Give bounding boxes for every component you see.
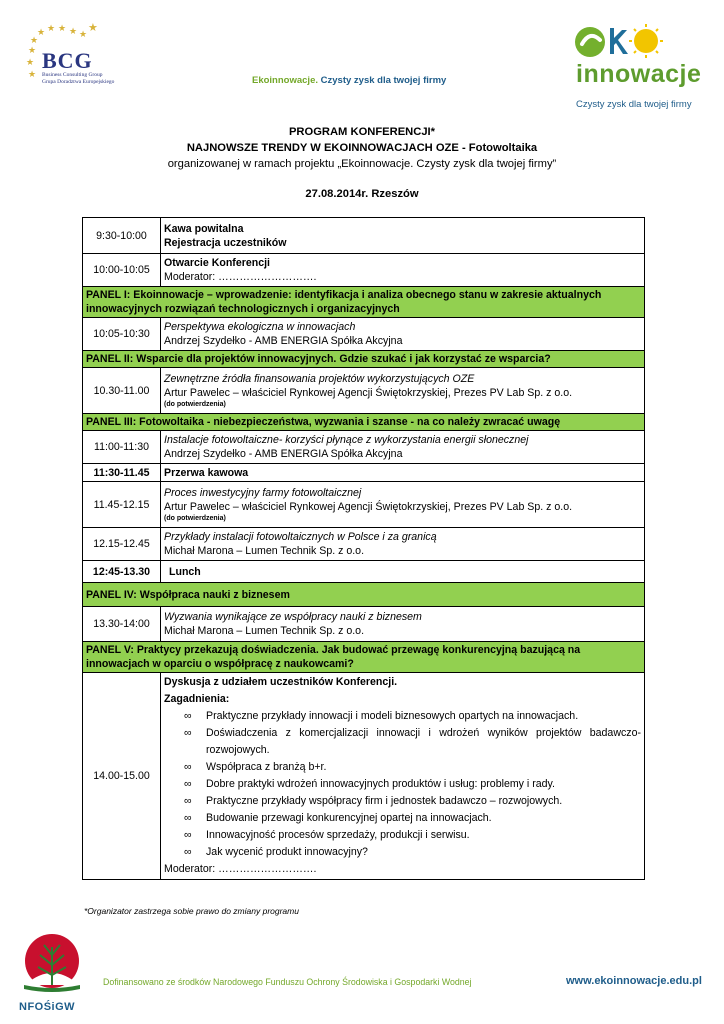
topic-text: Budowanie przewagi konkurencyjnej opartej na innowacjach. [206, 812, 492, 824]
table-row [83, 431, 645, 464]
star-icon: ★ [28, 45, 37, 55]
list-item [184, 759, 641, 776]
infinity-bullet-icon: ∞ [184, 829, 192, 841]
program-table [82, 217, 645, 880]
table-row [83, 528, 645, 561]
funding-note: Dofinansowano ze środków Narodowego Funduszu Ochrony Środowiska i Gospodarki Wodnej [103, 977, 472, 987]
panel-title: PANEL II: Wsparcie dla projektów innowacyjnych. Gdzie szukać i jak korzystać ze wsparcia? [83, 351, 645, 368]
session-cell [161, 218, 645, 254]
star-icon: ★ [69, 26, 78, 36]
conference-titles [0, 124, 724, 202]
session-cell [161, 482, 645, 528]
session-time: 11:00-11:30 [83, 431, 161, 464]
star-icon: ★ [37, 27, 46, 37]
session-cell [161, 607, 645, 642]
topic-text: Innowacyjność procesów sprzedaży, produkcji i serwisu. [206, 829, 470, 841]
title-project: organizowanej w ramach projektu „Ekoinnowacje. Czysty zysk dla twojej firmy” [167, 158, 557, 170]
panel-row [83, 642, 645, 673]
nfosigw-label: NFOŚiGW [19, 1001, 76, 1013]
panel-row [83, 287, 645, 318]
discussion-heading: Dyskusja z udziałem uczestników Konferencji. [164, 676, 398, 688]
infinity-bullet-icon: ∞ [184, 846, 192, 858]
session-subtitle: Rejestracja uczestników [164, 236, 287, 249]
eko-logo-tagline: Czysty zysk dla twojej firmy [576, 99, 692, 110]
list-item [184, 793, 641, 810]
panel-title: PANEL V: Praktycy przekazują doświadczenia. Jak budować przewagę konkurencyjną bazującą na innowacjach w oparciu o współpracę z naukowcami? [83, 642, 645, 673]
session-time: 10.30-11.00 [83, 368, 161, 414]
list-item [184, 776, 641, 793]
panel-row [83, 351, 645, 368]
table-row [83, 673, 645, 880]
footnote: *Organizator zastrzega sobie prawo do zmiany programu [84, 906, 299, 916]
list-item [184, 810, 641, 827]
confirmation-note: (do potwierdzenia) [164, 515, 226, 522]
infinity-bullet-icon: ∞ [184, 710, 192, 722]
topic-text: Praktyczne przykłady współpracy firm i jednostek badawczo – rozwojowych. [206, 795, 563, 807]
table-row [83, 561, 645, 583]
eko-logo-word: innowacje [576, 60, 702, 88]
session-cell [161, 368, 645, 414]
star-icon: ★ [79, 29, 88, 39]
session-cell [161, 318, 645, 351]
session-cell [161, 254, 645, 287]
star-icon: ★ [47, 23, 56, 33]
session-speaker: Artur Pawelec – właściciel Rynkowej Agencji Świętokrzyskiej, Prezes PV Lab Sp. z o.o. [164, 501, 573, 513]
nfosigw-logo [16, 925, 88, 1017]
session-speaker: Artur Pawelec – właściciel Rynkowej Agencji Świętokrzyskiej, Prezes PV Lab Sp. z o.o. [164, 387, 573, 399]
session-time: 14.00-15.00 [83, 673, 161, 880]
topic-text: Jak wycenić produkt innowacyjny? [206, 846, 368, 858]
tagline-blue: Czysty zysk dla twojej firmy [320, 75, 447, 86]
star-icon: ★ [30, 35, 39, 45]
tagline-green: Ekoinnowacje. [252, 75, 318, 86]
panel-title: PANEL III: Fotowoltaika - niebezpieczeństwa, wyzwania i szanse - na co należy zwracać uwagę [83, 414, 645, 431]
session-time: 11:30-11.45 [83, 464, 161, 482]
panel-title: PANEL I: Ekoinnowacje – wprowadzenie: identyfikacja i analiza obecnego stanu w zakresie aktualnych innowacyjnych rozwiązań technologicznych i organizacyjnych [83, 287, 645, 318]
break-label: Lunch [161, 561, 645, 583]
topics-list [184, 708, 641, 861]
session-title: Instalacje fotowoltaiczne- korzyści płynące z wykorzystania energii słonecznej [164, 434, 529, 446]
session-title: Otwarcie Konferencji [164, 257, 270, 269]
list-item [184, 844, 641, 861]
infinity-bullet-icon: ∞ [184, 761, 192, 773]
session-title: Zewnętrzne źródła finansowania projektów wykorzystujących OZE [164, 373, 475, 385]
table-row [83, 254, 645, 287]
infinity-bullet-icon: ∞ [184, 812, 192, 824]
topic-text: Współpraca z branżą b+r. [206, 761, 327, 773]
topic-text: Dobre praktyki wdrożeń innowacyjnych produktów i usług: problemy i rady. [206, 778, 555, 790]
session-time: 10:05-10:30 [83, 318, 161, 351]
session-time: 13.30-14:00 [83, 607, 161, 642]
table-row [83, 368, 645, 414]
panel-row [83, 583, 645, 607]
session-time: 10:00-10:05 [83, 254, 161, 287]
session-title: Perspektywa ekologiczna w innowacjach [164, 321, 356, 333]
session-moderator: Moderator: ………………………. [164, 271, 317, 283]
break-label: Przerwa kawowa [161, 464, 645, 482]
session-cell [161, 431, 645, 464]
session-cell [161, 673, 645, 880]
bcg-subtitle: Business Consulting Group Grupa Doradztwa Europejskiego [42, 72, 115, 85]
session-speaker: Michał Marona – Lumen Technik Sp. z o.o. [164, 625, 365, 637]
conference-date: 27.08.2014r. Rzeszów [305, 188, 419, 200]
list-item [184, 708, 641, 725]
session-speaker: Andrzej Szydełko - AMB ENERGIA Spółka Akcyjna [164, 448, 403, 460]
topics-heading: Zagadnienia: [164, 693, 230, 705]
infinity-bullet-icon: ∞ [184, 778, 192, 790]
list-item [184, 827, 641, 844]
website-link[interactable]: www.ekoinnowacje.edu.pl [566, 975, 702, 987]
star-icon: ★ [28, 69, 37, 79]
session-speaker: Andrzej Szydełko - AMB ENERGIA Spółka Akcyjna [164, 335, 403, 347]
topic-text: Doświadczenia z komercjalizacji innowacji i wdrożeń wyników projektów badawczo- rozwojowych. [206, 727, 641, 756]
session-time: 12.15-12.45 [83, 528, 161, 561]
list-item [184, 725, 641, 759]
title-program: PROGRAM KONFERENCJI* [288, 126, 436, 138]
session-time: 12:45-13.30 [83, 561, 161, 583]
session-speaker: Michał Marona – Lumen Technik Sp. z o.o. [164, 545, 365, 557]
table-row [83, 318, 645, 351]
star-icon: ★ [58, 23, 67, 33]
header-tagline [252, 75, 446, 86]
table-row [83, 482, 645, 528]
panel-title: PANEL IV: Współpraca nauki z biznesem [83, 583, 645, 607]
star-icon: ★ [26, 57, 35, 67]
ekoinnowacje-logo [572, 22, 702, 112]
star-icon: ★ [88, 22, 98, 34]
session-time: 9:30-10:00 [83, 218, 161, 254]
bcg-wordmark: BCG [42, 48, 93, 73]
bcg-logo [24, 24, 134, 94]
discussion-moderator: Moderator: ………………………. [164, 863, 317, 875]
infinity-bullet-icon: ∞ [184, 727, 192, 739]
infinity-bullet-icon: ∞ [184, 795, 192, 807]
topic-text: Praktyczne przykłady innowacji i modeli biznesowych opartych na innowacjach. [206, 710, 579, 722]
table-row [83, 607, 645, 642]
title-topic: NAJNOWSZE TRENDY W EKOINNOWACJACH OZE - Fotowoltaika [186, 142, 538, 154]
session-title: Przykłady instalacji fotowoltaicznych w Polsce i za granicą [164, 531, 437, 543]
nfosigw-emblem-icon [16, 925, 88, 1001]
session-time: 11.45-12.15 [83, 482, 161, 528]
panel-row [83, 414, 645, 431]
session-title: Kawa powitalna [164, 222, 244, 235]
session-title: Wyzwania wynikające ze współpracy nauki z biznesem [164, 611, 422, 623]
session-cell [161, 528, 645, 561]
confirmation-note: (do potwierdzenia) [164, 401, 226, 408]
table-row [83, 218, 645, 254]
session-title: Proces inwestycyjny farmy fotowoltaicznej [164, 487, 362, 499]
table-row [83, 464, 645, 482]
